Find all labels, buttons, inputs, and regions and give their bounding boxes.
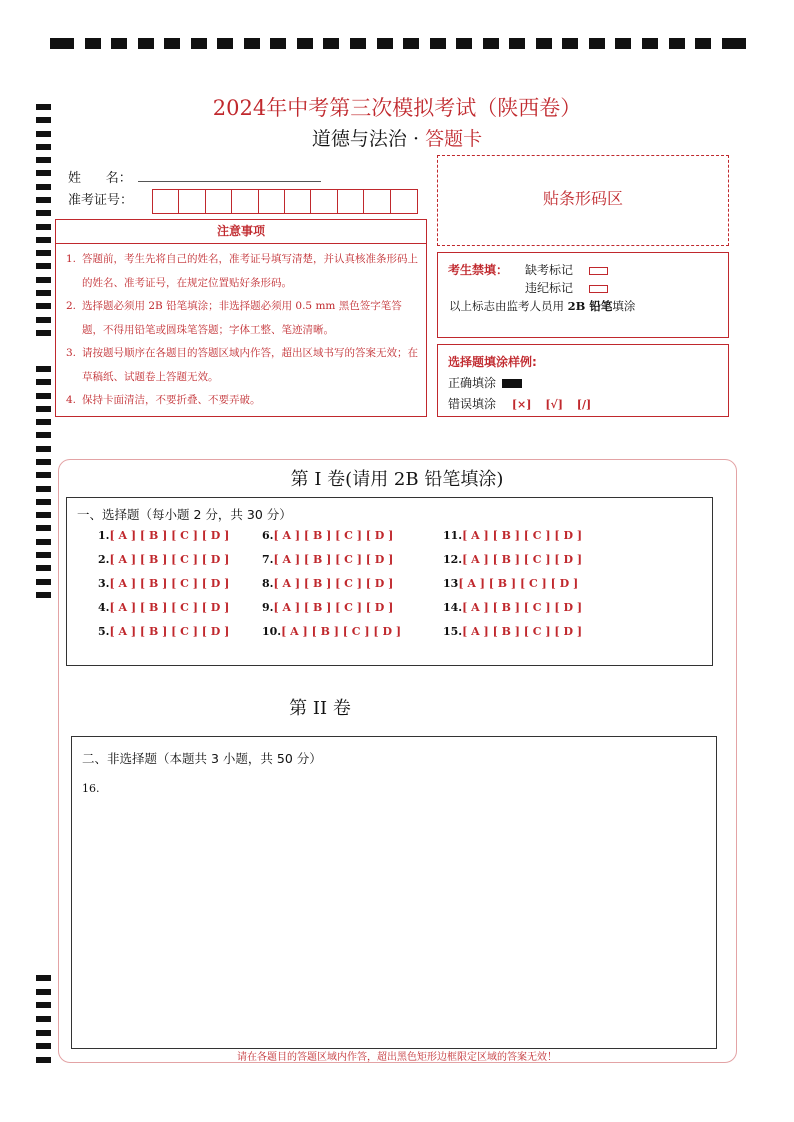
mc-question xyxy=(262,529,393,542)
notice-item-number: 3. xyxy=(66,347,77,359)
mc-answer-options[interactable]: [ A ] [ B ] [ C ] [ D ] xyxy=(281,625,402,638)
timing-mark xyxy=(36,303,51,309)
mc-question-number: 6. xyxy=(262,529,274,542)
timing-mark xyxy=(297,38,313,49)
forbid-label: 考生禁填： xyxy=(448,263,509,277)
timing-mark xyxy=(36,197,51,203)
timing-mark xyxy=(36,1002,51,1008)
mc-question-number: 5. xyxy=(98,625,110,638)
name-field[interactable] xyxy=(138,181,321,182)
timing-mark xyxy=(85,38,101,49)
notice-title: 注意事项 xyxy=(56,220,426,244)
timing-mark xyxy=(36,379,51,385)
barcode-label: 贴条形码区 xyxy=(542,189,623,208)
timing-mark xyxy=(36,330,51,336)
mc-answer-options[interactable]: [ A ] [ B ] [ C ] [ D ] xyxy=(273,577,394,590)
exam-id-digit-box[interactable] xyxy=(153,190,179,213)
mc-question xyxy=(443,577,578,590)
timing-mark xyxy=(36,237,51,243)
timing-mark xyxy=(36,263,51,269)
mc-answer-options[interactable]: [ A ] [ B ] [ C ] [ D ] xyxy=(109,625,230,638)
correct-fill-label: 正确填涂 xyxy=(448,376,497,390)
notice-item-number: 4. xyxy=(66,394,77,406)
notice-item-text: 答题前，考生先将自己的姓名，准考证号填写清楚，并认真核准条形码上的姓名、准考证号，在规定位置贴好条形码。 xyxy=(82,253,418,289)
forbid-note-prefix: 以上标志由监考人员用 xyxy=(449,299,568,313)
timing-mark xyxy=(36,592,51,598)
timing-mark xyxy=(536,38,552,49)
exam-id-digit-box[interactable] xyxy=(338,190,364,213)
notice-item-number: 1. xyxy=(66,253,77,265)
violation-mark-label: 违纪标记 xyxy=(525,281,574,295)
notice-item-text: 请按题号顺序在各题目的答题区域内作答，超出区域书写的答案无效；在草稿纸、试题卷上答题无效。 xyxy=(82,347,418,383)
timing-mark xyxy=(377,38,393,49)
examiner-only-panel xyxy=(437,252,729,338)
timing-mark xyxy=(36,432,51,438)
mc-answer-options[interactable]: [ A ] [ B ] [ C ] [ D ] xyxy=(109,601,230,614)
wrong-mark-3: [/] xyxy=(576,398,592,411)
exam-id-label: 准考证号： xyxy=(68,193,134,208)
mc-question xyxy=(262,625,401,638)
mc-question-number: 15. xyxy=(443,625,463,638)
timing-mark xyxy=(164,38,180,49)
timing-mark xyxy=(36,1030,51,1036)
timing-mark xyxy=(36,499,51,505)
notice-item-text: 选择题必须用 2B 铅笔填涂；非选择题必须用 0.5 mm 黑色签字笔答题，不得用铅笔或圆珠笔答题；字体工整、笔迹清晰。 xyxy=(82,300,402,336)
timing-mark xyxy=(589,38,605,49)
timing-mark xyxy=(36,406,51,412)
mc-question xyxy=(98,625,229,638)
exam-id-digit-box[interactable] xyxy=(364,190,390,213)
timing-mark xyxy=(36,224,51,230)
page-subtitle xyxy=(0,124,794,151)
notice-item xyxy=(66,342,418,389)
timing-mark xyxy=(36,317,51,323)
exam-id-digit-box[interactable] xyxy=(285,190,311,213)
mc-question-number: 9. xyxy=(262,601,274,614)
essay-answer-box[interactable] xyxy=(71,736,717,1049)
timing-mark xyxy=(36,539,51,545)
timing-mark xyxy=(562,38,578,49)
notice-panel xyxy=(55,219,427,417)
timing-mark xyxy=(244,38,260,49)
mc-answer-options[interactable]: [ A ] [ B ] [ C ] [ D ] xyxy=(109,577,230,590)
timing-mark xyxy=(191,38,207,49)
mc-answer-options[interactable]: [ A ] [ B ] [ C ] [ D ] xyxy=(458,577,579,590)
mc-question xyxy=(262,553,393,566)
timing-mark xyxy=(509,38,525,49)
timing-mark xyxy=(483,38,499,49)
notice-item-number: 2. xyxy=(66,300,77,312)
mc-question xyxy=(262,577,393,590)
absent-mark-box[interactable] xyxy=(589,267,608,275)
timing-mark xyxy=(36,552,51,558)
essay-heading: 二、非选择题（本题共 3 小题，共 50 分） xyxy=(82,751,322,766)
mc-question xyxy=(262,601,393,614)
timing-mark xyxy=(138,38,154,49)
timing-mark xyxy=(36,512,51,518)
timing-mark xyxy=(36,366,51,372)
notice-item xyxy=(66,389,418,413)
footer-warning: 请在各题目的答题区域内作答，超出黑色矩形边框限定区域的答案无效！ xyxy=(237,1052,557,1063)
barcode-area xyxy=(437,155,729,246)
subject-name: 道德与法治 xyxy=(311,128,407,150)
section-2-title: 第 II 卷 xyxy=(289,698,351,719)
mc-question xyxy=(98,601,229,614)
correct-fill-row xyxy=(448,374,522,391)
timing-mark xyxy=(36,419,51,425)
timing-mark xyxy=(36,210,51,216)
mc-question xyxy=(443,553,582,566)
timing-mark xyxy=(36,250,51,256)
page-title: 2024年中考第三次模拟考试（陕西卷） xyxy=(212,96,582,120)
timing-mark xyxy=(36,1016,51,1022)
mc-question-number: 7. xyxy=(262,553,274,566)
question-16-number: 16. xyxy=(82,782,100,795)
mc-question-number: 8. xyxy=(262,577,274,590)
mc-answer-options[interactable]: [ A ] [ B ] [ C ] [ D ] xyxy=(462,601,583,614)
mc-answer-options[interactable]: [ A ] [ B ] [ C ] [ D ] xyxy=(273,601,394,614)
absent-mark-label: 缺考标记 xyxy=(525,263,574,277)
mc-question-number: 1. xyxy=(98,529,110,542)
timing-mark xyxy=(36,975,51,981)
mc-question-number: 4. xyxy=(98,601,110,614)
timing-mark xyxy=(36,170,51,176)
mc-question xyxy=(98,529,229,542)
multiple-choice-heading: 一、选择题（每小题 2 分，共 30 分） xyxy=(77,507,292,522)
forbid-note-bold: 2B 铅笔 xyxy=(567,299,613,313)
sample-title: 选择题填涂样例: xyxy=(448,355,537,369)
timing-mark xyxy=(615,38,631,49)
timing-mark xyxy=(403,38,419,49)
timing-mark xyxy=(430,38,446,49)
notice-item xyxy=(66,295,418,342)
wrong-fill-row xyxy=(448,395,591,412)
timing-mark xyxy=(36,446,51,452)
name-label: 姓 名： xyxy=(68,171,132,186)
wrong-mark-1: [×] xyxy=(511,398,532,411)
exam-id-digit-box[interactable] xyxy=(179,190,205,213)
timing-mark xyxy=(217,38,233,49)
timing-mark xyxy=(36,277,51,283)
exam-id-digit-box[interactable] xyxy=(206,190,232,213)
timing-mark xyxy=(456,38,472,49)
timing-mark xyxy=(111,38,127,49)
mc-question-number: 10. xyxy=(262,625,282,638)
title-dot: · xyxy=(412,128,420,150)
exam-id-digit-box[interactable] xyxy=(311,190,337,213)
mc-question xyxy=(98,553,229,566)
notice-list xyxy=(56,244,426,413)
timing-mark xyxy=(36,157,51,163)
timing-mark xyxy=(36,393,51,399)
top-timing-marks xyxy=(50,38,746,50)
forbid-note xyxy=(449,298,635,314)
timing-mark xyxy=(270,38,286,49)
timing-mark xyxy=(669,38,685,49)
mc-question xyxy=(98,577,229,590)
mc-question-number: 14. xyxy=(443,601,463,614)
answer-card-label: 答题卡 xyxy=(425,128,483,150)
timing-mark xyxy=(36,184,51,190)
mc-answer-options[interactable]: [ A ] [ B ] [ C ] [ D ] xyxy=(273,529,394,542)
mc-question xyxy=(443,625,582,638)
timing-mark xyxy=(695,38,711,49)
mc-question-number: 13 xyxy=(443,577,459,590)
violation-mark-box[interactable] xyxy=(589,285,608,293)
timing-mark xyxy=(642,38,658,49)
mc-question-number: 12. xyxy=(443,553,463,566)
mc-answer-options[interactable]: [ A ] [ B ] [ C ] [ D ] xyxy=(462,529,583,542)
timing-mark xyxy=(50,38,74,49)
mc-answer-options[interactable]: [ A ] [ B ] [ C ] [ D ] xyxy=(462,625,583,638)
section-1-title: 第 I 卷(请用 2B 铅笔填涂) xyxy=(290,469,504,490)
mc-answer-options[interactable]: [ A ] [ B ] [ C ] [ D ] xyxy=(109,529,230,542)
mc-question-number: 2. xyxy=(98,553,110,566)
timing-mark xyxy=(323,38,339,49)
timing-mark xyxy=(722,38,746,49)
notice-item xyxy=(66,248,418,295)
exam-id-digit-box[interactable] xyxy=(391,190,417,213)
violation-mark-row xyxy=(525,279,608,296)
mc-question-number: 11. xyxy=(443,529,463,542)
timing-mark xyxy=(36,579,51,585)
wrong-fill-label: 错误填涂 xyxy=(448,397,497,411)
forbid-note-suffix: 填涂 xyxy=(612,299,636,313)
timing-mark xyxy=(350,38,366,49)
mc-question xyxy=(443,601,582,614)
wrong-mark-2: [√] xyxy=(545,398,563,411)
fill-sample-panel xyxy=(437,344,729,417)
timing-mark xyxy=(36,989,51,995)
notice-item-text: 保持卡面清洁，不要折叠、不要弄破。 xyxy=(82,394,261,406)
exam-id-boxes[interactable] xyxy=(152,189,418,214)
mc-answer-options[interactable]: [ A ] [ B ] [ C ] [ D ] xyxy=(462,553,583,566)
timing-mark xyxy=(36,290,51,296)
mc-question-number: 3. xyxy=(98,577,110,590)
mc-question xyxy=(443,529,582,542)
mc-answer-options[interactable]: [ A ] [ B ] [ C ] [ D ] xyxy=(273,553,394,566)
exam-id-digit-box[interactable] xyxy=(232,190,258,213)
timing-mark xyxy=(36,525,51,531)
mc-answer-options[interactable]: [ A ] [ B ] [ C ] [ D ] xyxy=(109,553,230,566)
absent-mark-row xyxy=(525,261,608,278)
exam-id-digit-box[interactable] xyxy=(259,190,285,213)
filled-bubble-sample xyxy=(502,379,522,388)
timing-mark xyxy=(36,565,51,571)
